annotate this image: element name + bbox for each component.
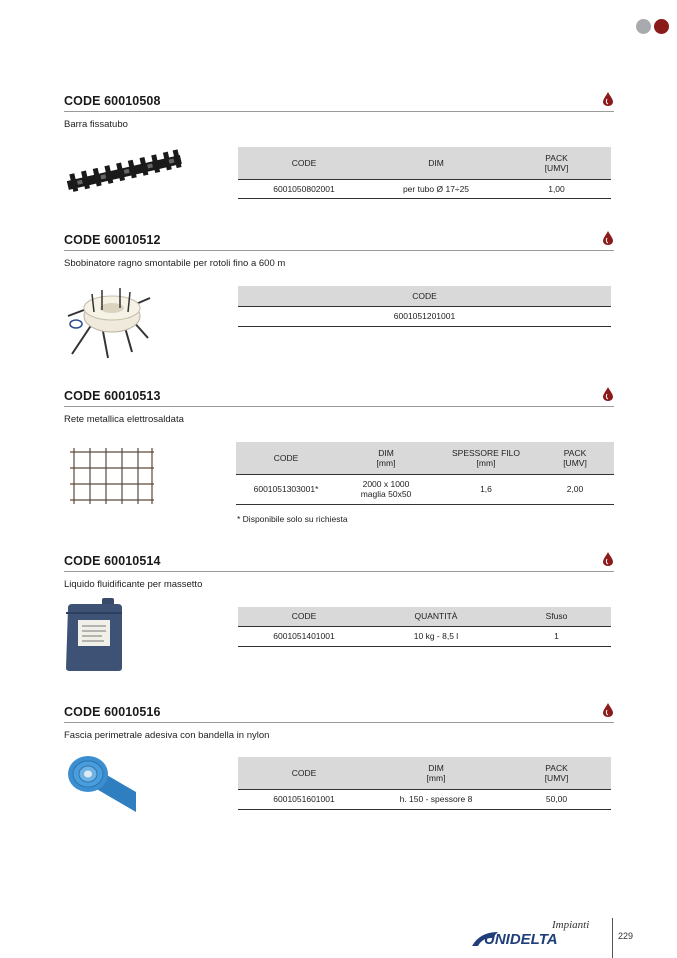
- section-header: [64, 91, 614, 112]
- drop-icon: [603, 552, 613, 566]
- section-header: [64, 230, 614, 251]
- cell-bulk: 1: [502, 626, 611, 646]
- section-header: [64, 702, 614, 723]
- col-header: CODE: [238, 607, 370, 626]
- col-header: DIM: [370, 147, 502, 179]
- pipe-clip-bar-image: [62, 146, 186, 196]
- cell-code: 6001051201001: [238, 306, 611, 326]
- cell-pack: 2,00: [536, 474, 614, 504]
- footnote: * Disponibile solo su richiesta: [237, 514, 348, 524]
- cell-code: 6001051303001*: [236, 474, 336, 504]
- section-code: CODE 60010514: [64, 554, 161, 568]
- cell-pack: 50,00: [502, 789, 611, 809]
- perimeter-strip-roll-image: [64, 752, 142, 814]
- page-number: 229: [618, 931, 634, 941]
- spec-table: [236, 442, 614, 505]
- cell-code: 6001051401001: [238, 626, 370, 646]
- section-60010512: [64, 230, 614, 269]
- section-description: Sbobinatore ragno smontabile per rotoli fino a 600 m: [64, 258, 286, 269]
- table-row: [238, 789, 611, 809]
- drop-icon: [603, 703, 613, 717]
- unidelta-logo: [470, 914, 610, 954]
- canister-image: [64, 598, 126, 672]
- section-description: Barra fissatubo: [64, 119, 128, 130]
- col-header: DIM [mm]: [370, 757, 502, 789]
- cell-dim: h. 150 - spessore 8: [370, 789, 502, 809]
- pipe-uncoiler-image: [62, 280, 154, 362]
- section-description: Liquido fluidificante per massetto: [64, 579, 203, 590]
- col-header: CODE: [238, 286, 611, 306]
- col-header: CODE: [238, 757, 370, 789]
- red-dot-icon: [654, 19, 669, 34]
- cell-code: 6001050802001: [238, 179, 370, 198]
- brand-tagline: Impianti: [552, 919, 590, 931]
- section-code: CODE 60010512: [64, 233, 161, 247]
- spec-table: [238, 757, 611, 810]
- section-header: [64, 551, 614, 572]
- col-header: CODE: [236, 442, 336, 474]
- brand-name: UNIDELTA: [484, 931, 558, 948]
- section-60010516: [64, 702, 614, 741]
- col-header: CODE: [238, 147, 370, 179]
- section-60010513: [64, 386, 614, 425]
- section-60010514: [64, 551, 614, 590]
- col-header: PACK [UMV]: [502, 147, 611, 179]
- section-description: Fascia perimetrale adesiva con bandella in nylon: [64, 730, 270, 741]
- col-header: SPESSORE FILO [mm]: [436, 442, 536, 474]
- corner-dots: [636, 18, 672, 36]
- cell-dim: per tubo Ø 17÷25: [370, 179, 502, 198]
- section-60010508: [64, 91, 614, 130]
- col-header: DIM [mm]: [336, 442, 436, 474]
- section-code: CODE 60010508: [64, 94, 161, 108]
- cell-code: 6001051601001: [238, 789, 370, 809]
- section-description: Rete metallica elettrosaldata: [64, 414, 184, 425]
- table-row: [238, 306, 611, 326]
- welded-mesh-image: [66, 446, 158, 506]
- spec-table: [238, 286, 611, 327]
- spec-table: [238, 607, 611, 647]
- col-header: Sfuso: [502, 607, 611, 626]
- drop-icon: [603, 92, 613, 106]
- col-header: QUANTITÀ: [370, 607, 502, 626]
- cell-wire-thickness: 1,6: [436, 474, 536, 504]
- table-row: [238, 179, 611, 198]
- col-header: PACK [UMV]: [502, 757, 611, 789]
- cell-pack: 1,00: [502, 179, 611, 198]
- table-row: [238, 626, 611, 646]
- table-row: [236, 474, 614, 504]
- col-header: PACK [UMV]: [536, 442, 614, 474]
- drop-icon: [603, 387, 613, 401]
- section-code: CODE 60010513: [64, 389, 161, 403]
- section-code: CODE 60010516: [64, 705, 161, 719]
- drop-icon: [603, 231, 613, 245]
- spec-table: [238, 147, 611, 199]
- cell-dim: 2000 x 1000 maglia 50x50: [336, 474, 436, 504]
- section-header: [64, 386, 614, 407]
- gray-dot-icon: [636, 19, 651, 34]
- cell-quantity: 10 kg - 8,5 l: [370, 626, 502, 646]
- footer-divider: [612, 918, 613, 958]
